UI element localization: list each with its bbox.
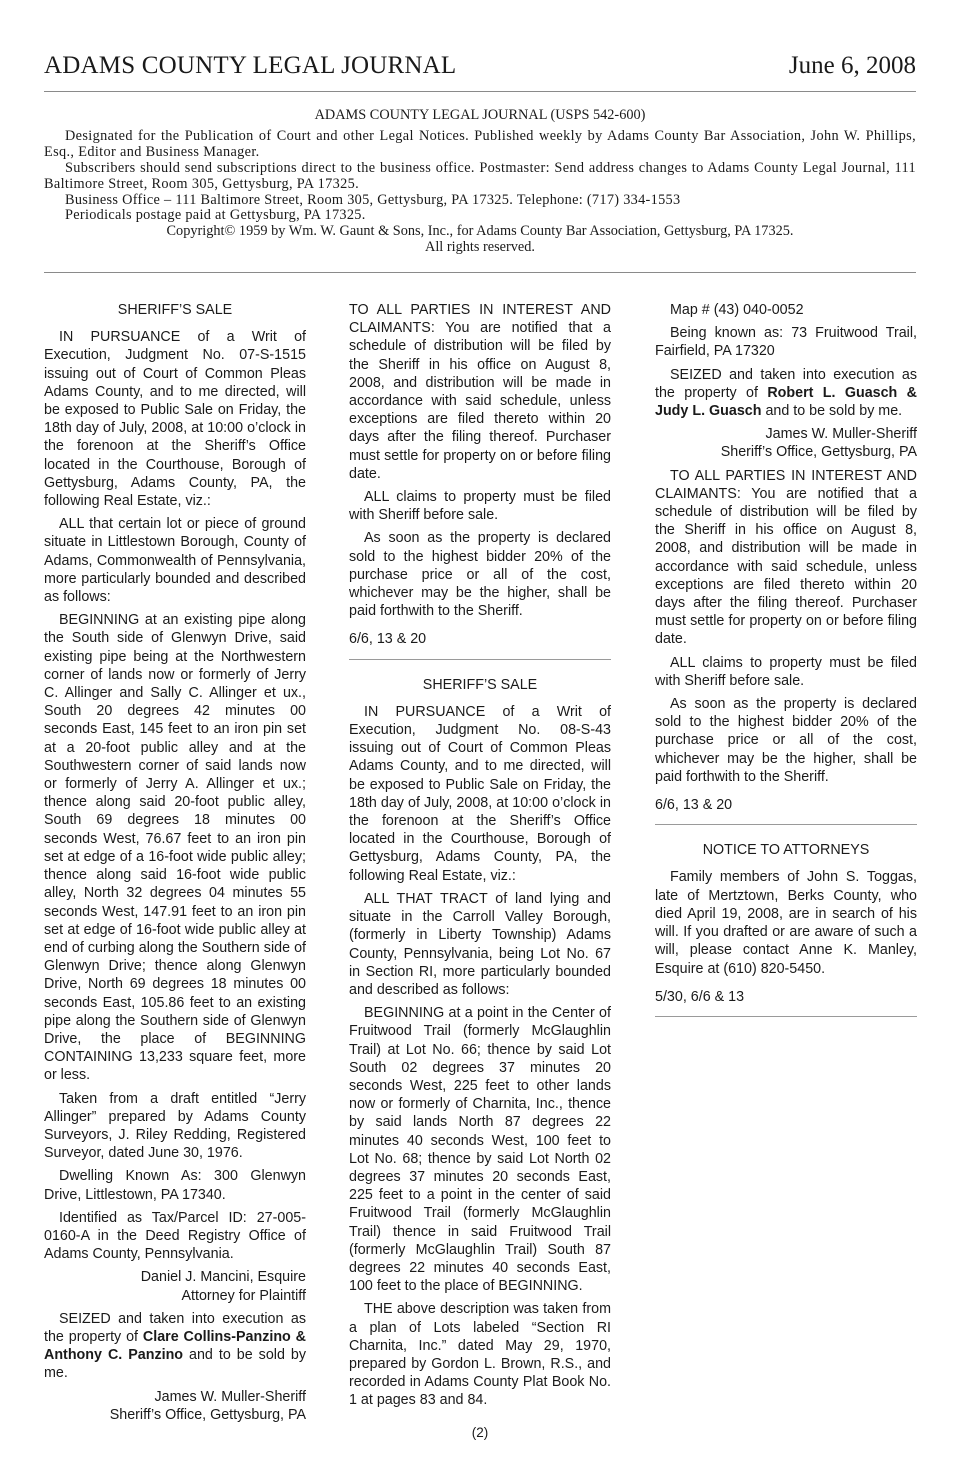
notice-body: Family members of John S. Toggas, late of Mertztown, Berks County, who died April 19, 2008, are in search of his will. If you drafted or are aware of such a will, please contact Anne K. Manley, Esquire at (610) 820-5450. (655, 869, 917, 977)
page-number: (2) (471, 1425, 489, 1440)
sale1-heading: SHERIFF’S SALE (117, 302, 233, 318)
notice-separator-bottom (655, 1016, 917, 1017)
sale1-taken-from: Taken from a draft entitled “Jerry Allinger” prepared by Adams County Surveyors, J. Riley Redding, Registered Surveyor, dated June 30, 1976. (44, 1090, 306, 1162)
sale2-all-that: ALL THAT TRACT of land lying and situate in the Carroll Valley Borough, (formerly in Liberty Township) Adams County, Pennsylvania, being Lot No. 67 in Section RI, more particularly bounded and described as follows: (349, 890, 611, 998)
sale2-sheriff-name: James W. Muller-Sheriff (765, 426, 917, 443)
sale1-to-all-parties: TO ALL PARTIES IN INTEREST AND CLAIMANTS: You are notified that a schedule of distribution will be filed by the Sheriff in his office on August 8, 2008, and distribution will be made in accordance with said schedule, unless exceptions are filed thereto within 20 days after the filing thereof. Purchaser must settle for property on or before filing date. (349, 302, 611, 482)
publisher-rule (44, 272, 916, 273)
sale2-dates: 6/6, 13 & 20 (655, 797, 733, 814)
sale1-sheriff-name: James W. Muller-Sheriff (154, 1388, 306, 1405)
sale2-seized-post: and to be sold by me. (761, 403, 903, 420)
notice-separator-top (655, 824, 917, 825)
sale1-as-soon: As soon as the property is declared sold to the highest bidder 20% of the purchase price or all of the cost, whichever may be the higher, shall be paid forthwith to the Sheriff. (349, 530, 611, 620)
sale2-beginning: BEGINNING at a point in the Center of Fruitwood Trail (formerly McGlaughlin Trail) at Lot No. 66; thence by said Lot South 02 degrees 37 minutes 20 seconds West, 225 feet to other lands now or formerly of Charnita, Inc., thence by said lands North 87 degrees 22 minutes 40 seconds West, 100 feet to Lot No. 68; thence by said Lot North 02 degrees 37 minutes 20 seconds East, 225 feet to a point in the center of said Fruitwood Trail (formerly McGlaughlin Trail) thence in said Fruitwood Trail (formerly McGlaughlin Trail) South 87 degrees 22 minutes 40 seconds East, 100 feet to the place of BEGINNING. (349, 1005, 611, 1295)
sale2-as-soon: As soon as the property is declared sold to the highest bidder 20% of the purchase price or all of the cost, whichever may be the higher, shall be paid forthwith to the Sheriff. (655, 696, 917, 785)
publisher-block (44, 108, 916, 256)
sale1-identified: Identified as Tax/Parcel ID: 27-005-0160-A in the Deed Registry Office of Adams County, Pennsylvania. (44, 1209, 306, 1263)
journal-title: ADAMS COUNTY LEGAL JOURNAL (44, 52, 457, 79)
sale2-seized-pre: SEIZED and taken into execution as the property of (655, 366, 917, 401)
usps-line: ADAMS COUNTY LEGAL JOURNAL (USPS 542-600) (314, 107, 646, 123)
sale1-seized-pre: SEIZED and taken into execution as the property of (44, 1310, 306, 1345)
sale1-seized-owner: Clare Collins-Panzino & Anthony C. Panzino (44, 1328, 306, 1364)
column-1 (44, 301, 306, 1424)
sale1-pursuance: IN PURSUANCE of a Writ of Execution, Judgment No. 07-S-1515 issuing out of Court of Common Pleas Adams County, and to me directed, will be exposed to Public Sale on Friday, the 18th day of July, 2008, at 10:00 o’clock in the forenoon at the Sheriff’s Office located in the Courthouse, Borough of Gettysburg, Adams County, PA, the following Real Estate, viz.: (44, 329, 306, 510)
sale1-all-claims: ALL claims to property must be filed with Sheriff before sale. (349, 489, 611, 524)
notice-heading: NOTICE TO ATTORNEYS (702, 842, 870, 859)
subscribers-paragraph: Subscribers should send subscriptions direct to the business office. Postmaster: Send address changes to Adams County Legal Journal, 111 Baltimore Street, Room 305, Gettysburg, PA 17325. (44, 159, 916, 192)
business-office-line: Business Office – 111 Baltimore Street, Room 305, Gettysburg, PA 17325. Telephone: (717) 334-1553 (65, 191, 681, 208)
sale2-above: THE above description was taken from a plan of Lots labeled “Section RI Charnita, Inc.” dated May 29, 1970, prepared by Gordon L. Brown, R.S., and recorded in Adams County Plat Book No. 1 at pages 83 and 84. (349, 1301, 611, 1409)
sale-separator (349, 659, 611, 660)
column-3 (655, 301, 917, 1033)
sale2-sheriff-office: Sheriff’s Office, Gettysburg, PA (720, 444, 917, 461)
sale1-attorney-name: Daniel J. Mancini, Esquire (140, 1269, 306, 1286)
sale2-heading: SHERIFF’S SALE (422, 676, 538, 693)
sale1-dates: 6/6, 13 & 20 (349, 631, 427, 648)
sale2-pursuance: IN PURSUANCE of a Writ of Execution, Judgment No. 08-S-43 issuing out of Court of Common Pleas Adams County, and to me directed, will be exposed to Public Sale on Friday, the 18th day of July, 2008, at 10:00 o’clock in the forenoon at the Sheriff’s Office located in the Courthouse, Borough of Gettysburg, Adams County, PA, the following Real Estate, viz.: (349, 703, 611, 884)
notice-dates: 5/30, 6/6 & 13 (655, 988, 745, 1005)
sale1-attorney-role: Attorney for Plaintiff (181, 1287, 306, 1304)
masthead-rule (44, 91, 916, 92)
sale2-seized (655, 366, 917, 421)
column-2 (349, 301, 611, 1415)
issue-date: June 6, 2008 (788, 52, 916, 79)
copyright-line: Copyright© 1959 by Wm. W. Gaunt & Sons, Inc., for Adams County Bar Association, Gettysburg, PA 17325. (166, 223, 794, 240)
sale1-dwelling: Dwelling Known As: 300 Glenwyn Drive, Littlestown, PA 17340. (44, 1168, 306, 1203)
rights-line: All rights reserved. (425, 239, 535, 256)
sale2-all-claims: ALL claims to property must be filed with Sheriff before sale. (655, 654, 917, 689)
sale2-to-all-parties: TO ALL PARTIES IN INTEREST AND CLAIMANTS: You are notified that a schedule of distribution will be filed by the Sheriff in his office on August 8, 2008, and distribution will be made in accordance with said schedule, unless exceptions are filed thereto within 20 days after the filing thereof. Purchaser must settle for property on or before filing date. (655, 467, 917, 648)
periodicals-line: Periodicals postage paid at Gettysburg, PA 17325. (65, 207, 366, 224)
sale2-map: Map # (43) 040-0052 (670, 302, 804, 318)
sale1-all-that: ALL that certain lot or piece of ground situate in Littlestown Borough, County of Adams, Commonwealth of Pennsylvania, more particularly bounded and described as follows: (44, 516, 306, 606)
sale1-sheriff-office: Sheriff’s Office, Gettysburg, PA (109, 1406, 306, 1423)
sale2-being-known: Being known as: 73 Fruitwood Trail, Fairfield, PA 17320 (655, 325, 917, 360)
sale1-seized-post: and to be sold by me. (44, 1347, 306, 1382)
sale2-seized-owner: Robert L. Guasch & Judy L. Guasch (655, 384, 917, 420)
sale1-seized (44, 1310, 306, 1383)
designated-paragraph: Designated for the Publication of Court and other Legal Notices. Published weekly by Adams County Bar Association, John W. Phillips, Esq., Editor and Business Manager. (44, 127, 916, 160)
sale1-beginning: BEGINNING at an existing pipe along the South side of Glenwyn Drive, said existing pipe being at the Northwestern corner of lands now or formerly of Jerry C. Allinger and Sally C. Allinger et ux., South 20 degrees 42 minutes 00 seconds East, 145 feet to an iron pin set at a 20-foot public alley and at the Southwestern corner of said lands now or formerly of Jerry A. Allinger et ux.; thence along said 20-foot public alley, South 69 degrees 18 minutes 00 seconds West, 76.67 feet to an iron pin set at edge of a 16-foot wide public alley; thence along said 16-foot wide public alley, North 32 degrees 04 minutes 55 seconds West, 147.91 feet to an iron pin set at edge of 16-foot wide public alley at end of curbing along the Southern side of Glenwyn Drive; thence along Glenwyn Drive, North 69 degrees 18 minutes 00 seconds East, 105.86 feet to an existing pipe along the Southern side of Glenwyn Drive, the place of BEGINNING CONTAINING 13,233 square feet, more or less. (44, 612, 306, 1084)
